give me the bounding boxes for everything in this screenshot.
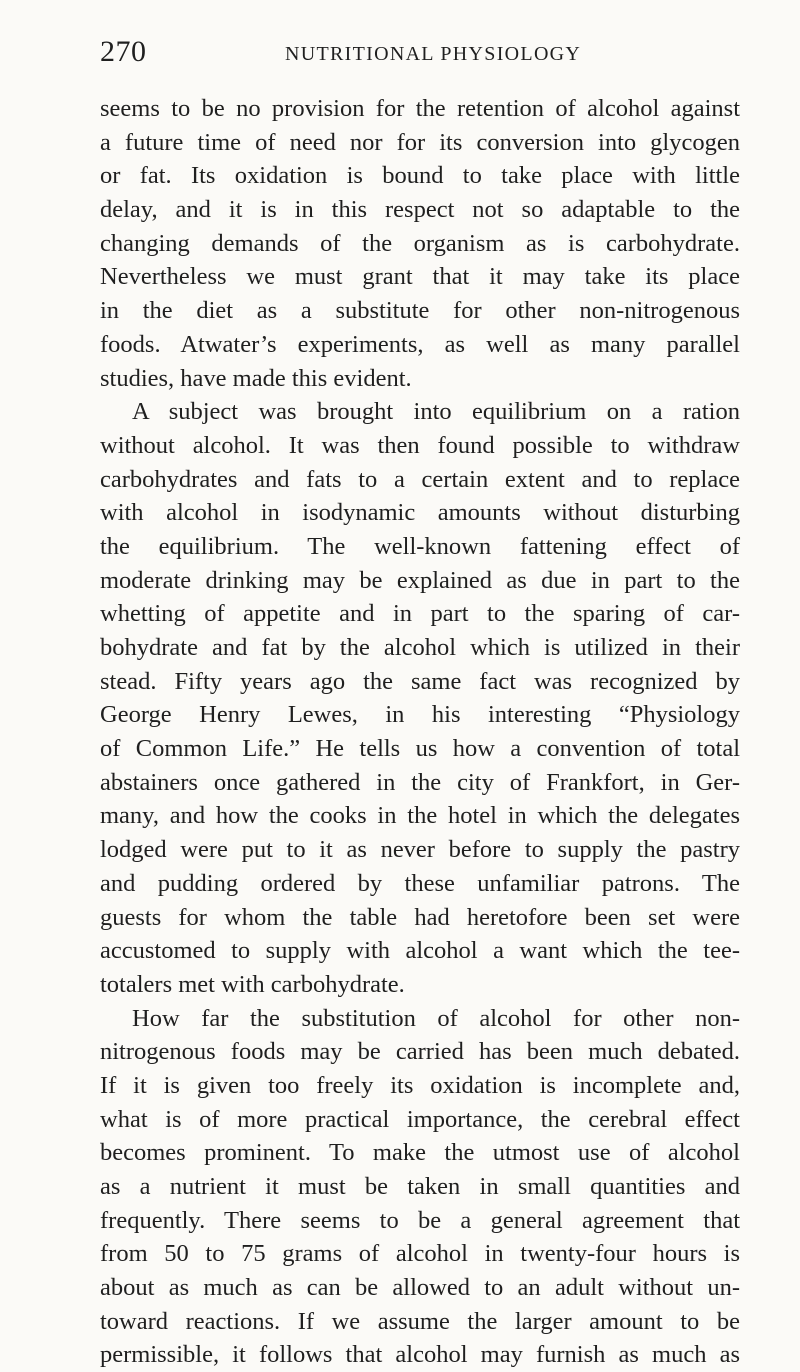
- text-line: stead. Fifty years ago the same fact was recognized by: [100, 667, 740, 695]
- text-line: lodged were put to it as never before to supply the pastry: [100, 836, 740, 864]
- text-line: and pudding ordered by these unfamiliar patrons. The: [100, 869, 740, 897]
- text-line: permissible, it follows that alcohol may furnish as much as: [100, 1341, 740, 1369]
- text-line: George Henry Lewes, in his interesting “Physiology: [100, 701, 740, 729]
- text-line: becomes prominent. To make the utmost use of alcohol: [100, 1139, 740, 1167]
- text-line: How far the substitution of alcohol for other non-: [132, 1004, 740, 1032]
- page-number: 270: [100, 35, 147, 68]
- text-line: studies, have made this evident.: [100, 364, 412, 392]
- text-line: frequently. There seems to be a general agreement that: [100, 1206, 740, 1234]
- text-line: as a nutrient it must be taken in small quantities and: [100, 1173, 740, 1200]
- text-line: about as much as can be allowed to an adult without un-: [100, 1274, 740, 1302]
- text-line: a future time of need nor for its conversion into glycogen: [100, 128, 740, 156]
- text-line: moderate drinking may be explained as due in part to the: [100, 566, 740, 594]
- text-line: whetting of appetite and in part to the sparing of car-: [100, 600, 740, 628]
- text-line: Nevertheless we must grant that it may take its place: [100, 263, 740, 291]
- text-line: delay, and it is in this respect not so adaptable to the: [100, 196, 740, 224]
- text-line: toward reactions. If we assume the larger amount to be: [100, 1307, 740, 1335]
- text-line: foods. Atwater’s experiments, as well as many parallel: [100, 330, 740, 358]
- text-line: from 50 to 75 grams of alcohol in twenty-four hours is: [100, 1240, 740, 1268]
- text-line: guests for whom the table had heretofore been set were: [100, 903, 740, 931]
- text-line: seems to be no provision for the retention of alcohol against: [100, 95, 740, 122]
- running-title: NUTRITIONAL PHYSIOLOGY: [285, 43, 582, 65]
- text-line: the equilibrium. The well-known fattening effect of: [100, 532, 740, 560]
- text-line: A subject was brought into equilibrium on a ration: [132, 398, 740, 426]
- text-line: what is of more practical importance, the cerebral effect: [100, 1105, 740, 1133]
- running-head: [100, 34, 740, 70]
- text-line: nitrogenous foods may be carried has been much debated.: [100, 1038, 740, 1066]
- text-line: bohydrate and fat by the alcohol which is utilized in their: [100, 634, 740, 661]
- text-line: abstainers once gathered in the city of Frankfort, in Ger-: [100, 768, 740, 796]
- text-line: totalers met with carbohydrate.: [100, 970, 405, 998]
- text-line: carbohydrates and fats to a certain extent and to replace: [100, 465, 740, 493]
- text-line: or fat. Its oxidation is bound to take place with little: [100, 162, 740, 190]
- body-text: [100, 92, 740, 1372]
- text-line: without alcohol. It was then found possible to withdraw: [100, 431, 740, 459]
- text-line: many, and how the cooks in the hotel in which the delegates: [100, 802, 740, 830]
- text-line: with alcohol in isodynamic amounts without disturbing: [100, 499, 740, 527]
- text-line: accustomed to supply with alcohol a want which the tee-: [100, 937, 740, 965]
- text-line: of Common Life.” He tells us how a convention of total: [100, 735, 740, 763]
- text-line: changing demands of the organism as is carbohydrate.: [100, 229, 740, 257]
- text-line: If it is given too freely its oxidation is incomplete and,: [100, 1071, 740, 1099]
- text-line: in the diet as a substitute for other non-nitrogenous: [100, 297, 740, 325]
